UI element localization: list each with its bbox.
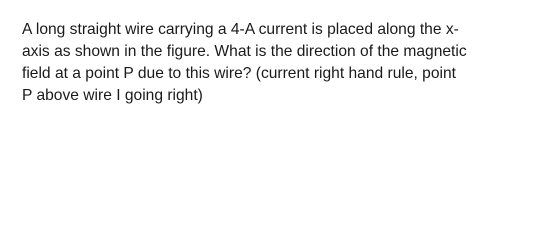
question-line: P above wire I going right) [22,87,203,104]
question-line: axis as shown in the figure. What is the direction of the magnetic [22,43,467,60]
question-line: A long straight wire carrying a 4-A current is placed along the x- [22,21,459,38]
question-line: field at a point P due to this wire? (current right hand rule, point [22,65,456,82]
question-text [22,19,542,107]
